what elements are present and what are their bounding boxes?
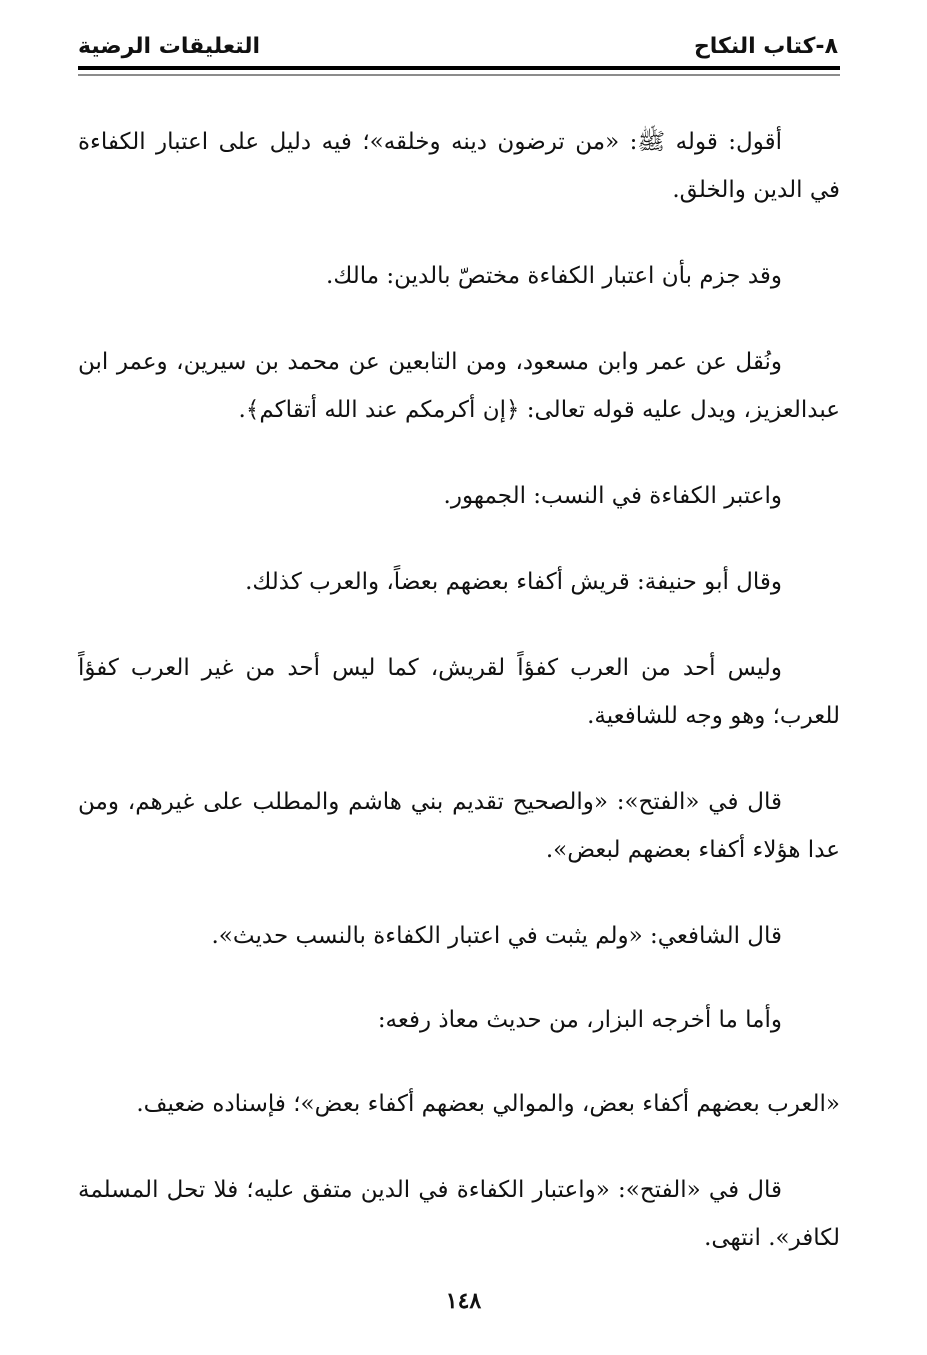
paragraph-1: أقول: قوله ﷺ: «من ترضون دينه وخلقه»؛ فيه دليل على اعتبار الكفاءة في الدين والخلق. [78,129,840,203]
paragraph-3: ونُقل عن عمر وابن مسعود، ومن التابعين عن محمد بن سيرين، وعمر ابن عبدالعزيز، ويدل عليه قوله تعالى: ﴿إن أكرمكم عند الله أتقاكم﴾. [78,349,840,423]
book-title: التعليقات الرضية [78,34,261,59]
paragraph-6: وليس أحد من العرب كفؤاً لقريش، كما ليس أحد من غير العرب كفؤاً للعرب؛ وهو وجه للشافعية. [78,655,840,729]
paragraph-5: وقال أبو حنيفة: قريش أكفاء بعضهم بعضاً، والعرب كذلك. [245,569,782,595]
page-header [78,28,838,68]
paragraph-10: «العرب بعضهم أكفاء بعض، والموالي بعضهم أكفاء بعض»؛ فإسناده ضعيف. [136,1091,840,1117]
paragraph-7: قال في «الفتح»: «والصحيح تقديم بني هاشم والمطلب على غيرهم، ومن عدا هؤلاء أكفاء بعضهم لبعض». [78,789,840,863]
chapter-title: ٨-كتاب النكاح [693,34,838,59]
paragraph-8: قال الشافعي: «ولم يثبت في اعتبار الكفاءة بالنسب حديث». [211,923,782,949]
paragraph-11: قال في «الفتح»: «واعتبار الكفاءة في الدين متفق عليه؛ فلا تحل المسلمة لكافر». انتهى. [78,1177,840,1251]
header-rule-thick [78,66,840,70]
paragraph-4: واعتبر الكفاءة في النسب: الجمهور. [443,483,782,509]
paragraph-2: وقد جزم بأن اعتبار الكفاءة مختصّ بالدين: مالك. [326,263,782,289]
page-body [78,118,840,1300]
page-number: ١٤٨ [445,1288,482,1314]
paragraph-9: وأما ما أخرجه البزار، من حديث معاذ رفعه: [377,1007,782,1033]
header-rule-thin [78,74,840,76]
